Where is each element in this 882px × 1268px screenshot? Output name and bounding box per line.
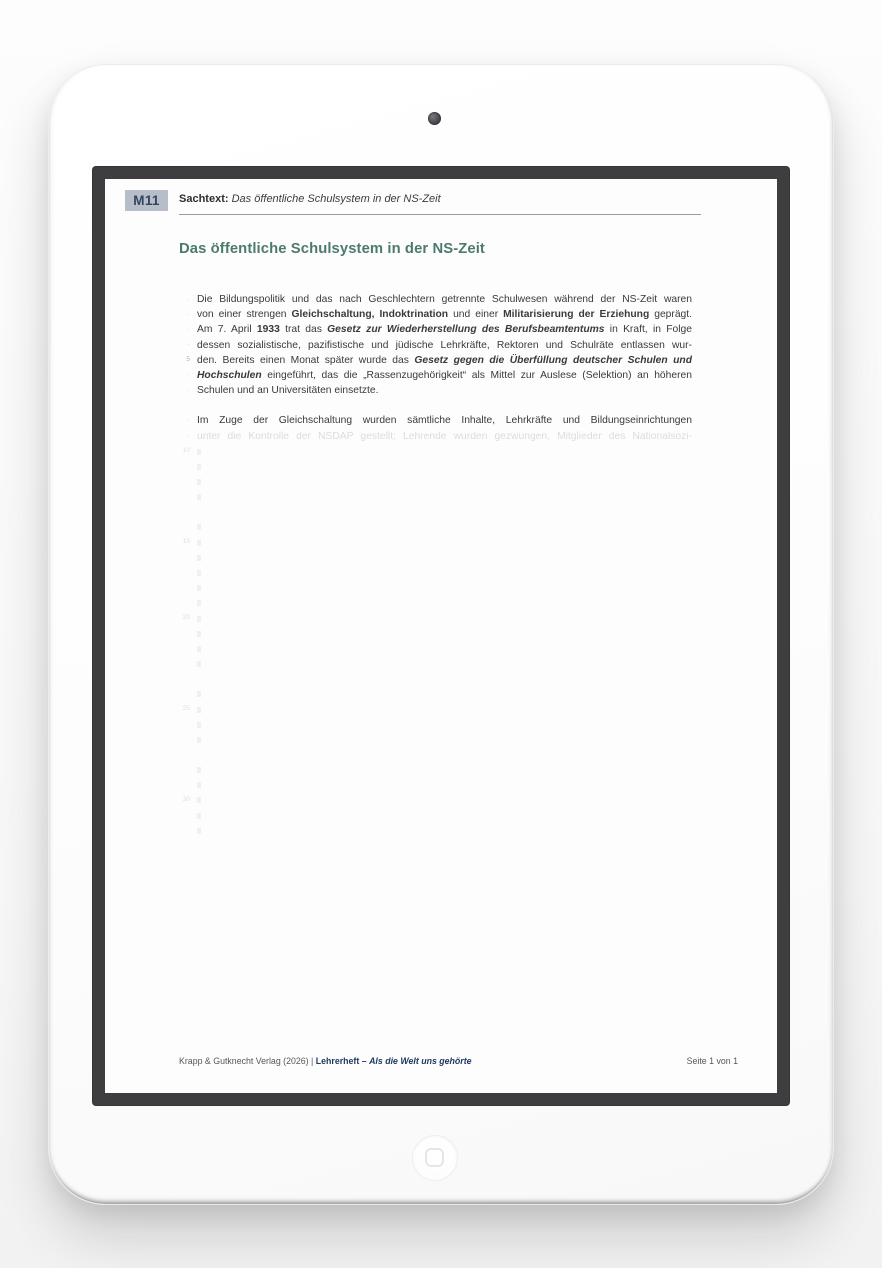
line-number: · — [187, 295, 190, 303]
text-line-row — [187, 717, 692, 732]
line-number: · — [187, 765, 190, 773]
text-segment: unter die Kontrolle der NSDAP gestellt; Lehrende wurden gezwungen, Mitglieder des Nationalsozi- — [197, 430, 692, 442]
text-line-row — [187, 489, 692, 504]
faded-empty-line — [197, 792, 692, 808]
text-line — [197, 368, 692, 383]
text-line — [197, 322, 692, 337]
text-segment: Hochschulen — [197, 369, 262, 381]
page-title: Das öffentliche Schulsystem in der NS-Zeit — [179, 241, 485, 257]
text-line-row — [182, 792, 692, 807]
faded-empty-line — [197, 686, 692, 702]
line-number: 30 — [182, 795, 190, 803]
line-number: · — [187, 371, 190, 379]
paragraph — [186, 292, 692, 398]
line-number: · — [187, 341, 190, 349]
page-header — [179, 193, 441, 205]
line-number: · — [187, 811, 190, 819]
text-segment: Gesetz zur Wiederherstellung des Berufsbeamtentums — [327, 324, 605, 336]
faded-empty-line — [197, 717, 692, 733]
faded-empty-line — [197, 641, 692, 657]
text-line-row — [187, 823, 692, 838]
footer-publisher: Krapp & Gutknecht Verlag (2026) | — [179, 1056, 316, 1066]
text-line-row — [187, 459, 692, 474]
text-line-row — [187, 762, 692, 777]
text-line-row — [187, 307, 692, 322]
header-doc-title: Das öffentliche Schulsystem in der NS-Zeit — [231, 193, 441, 205]
line-number: · — [187, 826, 190, 834]
text-line-row — [187, 429, 692, 444]
line-number: 20 — [182, 614, 190, 622]
text-segment: Militarisierung der Erziehung — [503, 309, 650, 321]
text-line — [197, 383, 692, 398]
text-segment: den. Bereits einen Monat später wurde das — [197, 354, 415, 366]
faded-empty-line — [197, 474, 692, 490]
header-divider — [179, 214, 701, 215]
text-line — [197, 429, 692, 444]
material-badge: M11 — [125, 190, 168, 211]
text-line-row — [187, 808, 692, 823]
line-number: · — [187, 416, 190, 424]
line-number: · — [187, 325, 190, 333]
faded-empty-line — [197, 626, 692, 642]
text-segment: Gleichschaltung, Indoktrination — [291, 309, 449, 321]
line-number: · — [187, 568, 190, 576]
text-line — [197, 338, 692, 353]
line-area — [182, 292, 692, 853]
footer-left — [179, 1056, 472, 1066]
paragraph — [182, 413, 692, 504]
line-number: · — [187, 462, 190, 470]
line-number: · — [187, 629, 190, 637]
line-number: 5 — [186, 356, 190, 364]
faded-empty-line — [197, 489, 692, 505]
paragraph — [182, 519, 692, 671]
text-line-row — [187, 626, 692, 641]
line-number: · — [187, 522, 190, 530]
text-segment: und einer — [448, 309, 504, 321]
text-line-row — [182, 702, 692, 717]
line-number: 10 — [182, 447, 190, 455]
text-line-row — [187, 383, 692, 398]
text-line — [197, 413, 692, 428]
text-segment: 1933 — [256, 324, 280, 336]
line-number: · — [187, 553, 190, 561]
text-line-row — [187, 322, 692, 337]
line-number: · — [187, 477, 190, 485]
faded-empty-line — [197, 595, 692, 611]
text-line-row — [187, 519, 692, 534]
text-line-row — [187, 580, 692, 595]
document-page — [105, 179, 777, 1093]
line-number: · — [187, 492, 190, 500]
footer-booklet: Lehrerheft — [315, 1056, 360, 1066]
home-button-square-icon — [425, 1148, 444, 1167]
line-number: · — [187, 644, 190, 652]
line-number: · — [187, 310, 190, 318]
text-line-row — [187, 595, 692, 610]
faded-empty-line — [197, 565, 692, 581]
text-segment: Gesetz gegen die Überfüllung deutscher Schulen und — [414, 354, 692, 366]
text-line-row — [187, 686, 692, 701]
line-number: 15 — [182, 538, 190, 546]
faded-empty-line — [197, 535, 692, 551]
page-footer — [179, 1056, 738, 1066]
text-line-row — [187, 550, 692, 565]
faded-empty-line — [197, 444, 692, 460]
text-segment: von einer strengen — [197, 309, 292, 321]
faded-empty-line — [197, 656, 692, 672]
paragraph — [182, 686, 692, 747]
faded-empty-line — [197, 762, 692, 778]
text-line-row — [182, 444, 692, 459]
screen — [93, 167, 789, 1105]
line-number: · — [187, 659, 190, 667]
text-segment: eingeführt, das die „Rassenzugehörigkeit“ als Mittel zur Auslese (Selektion) an höheren — [261, 369, 692, 381]
text-line-row — [187, 732, 692, 747]
line-number: · — [187, 598, 190, 606]
text-segment: Schulen und an Universitäten einsetzte. — [197, 385, 379, 397]
text-line-row — [187, 777, 692, 792]
text-segment: trat das — [279, 324, 328, 336]
faded-empty-line — [197, 580, 692, 596]
footer-dash: – — [359, 1056, 370, 1066]
faded-empty-line — [197, 777, 692, 793]
text-line-row — [182, 611, 692, 626]
line-number: 25 — [182, 705, 190, 712]
text-segment: geprägt. — [649, 309, 692, 321]
text-line-row — [187, 368, 692, 383]
home-button[interactable] — [412, 1135, 458, 1181]
text-line-row — [182, 535, 692, 550]
text-segment: Am 7. April — [197, 324, 257, 336]
line-number: · — [187, 386, 190, 394]
footer-series: Als die Welt uns gehörte — [369, 1056, 472, 1066]
line-number: · — [187, 735, 190, 743]
text-segment: in Kraft, in Folge — [604, 324, 692, 336]
header-label: Sachtext: — [179, 193, 229, 205]
text-segment: Die Bildungspolitik und das nach Geschlechtern getrennte Schulwesen während der NS-Zeit waren — [197, 294, 692, 305]
text-line — [197, 292, 692, 307]
line-number: · — [187, 583, 190, 591]
text-line-row — [186, 353, 692, 368]
tablet-device — [48, 64, 834, 1205]
line-number: · — [187, 689, 190, 697]
line-number: · — [187, 432, 190, 439]
text-line-row — [187, 292, 692, 307]
text-segment: dessen sozialistische, pazifistische und jüdische Lehrkräfte, Rektoren und Schulräte entlassen wur- — [197, 339, 692, 351]
line-number: · — [187, 720, 190, 728]
camera-icon — [428, 112, 441, 125]
text-line — [197, 307, 692, 322]
faded-empty-line — [197, 702, 692, 718]
faded-empty-line — [197, 519, 692, 535]
faded-empty-line — [197, 459, 692, 475]
text-line-row — [187, 338, 692, 353]
text-line-row — [187, 641, 692, 656]
faded-empty-line — [197, 550, 692, 566]
text-line-row — [187, 474, 692, 489]
text-line-row — [187, 656, 692, 671]
faded-empty-line — [197, 732, 692, 748]
text-line-row — [187, 413, 692, 428]
text-line-row — [187, 565, 692, 580]
footer-page-number: Seite 1 von 1 — [686, 1056, 738, 1066]
faded-empty-line — [197, 823, 692, 839]
faded-empty-line — [197, 808, 692, 824]
faded-empty-line — [197, 611, 692, 627]
text-segment: Im Zuge der Gleichschaltung wurden sämtliche Inhalte, Lehrkräfte und Bildungseinrichtungen — [197, 415, 692, 427]
paragraph — [182, 762, 692, 838]
line-number: · — [187, 780, 190, 788]
text-line — [197, 353, 692, 368]
